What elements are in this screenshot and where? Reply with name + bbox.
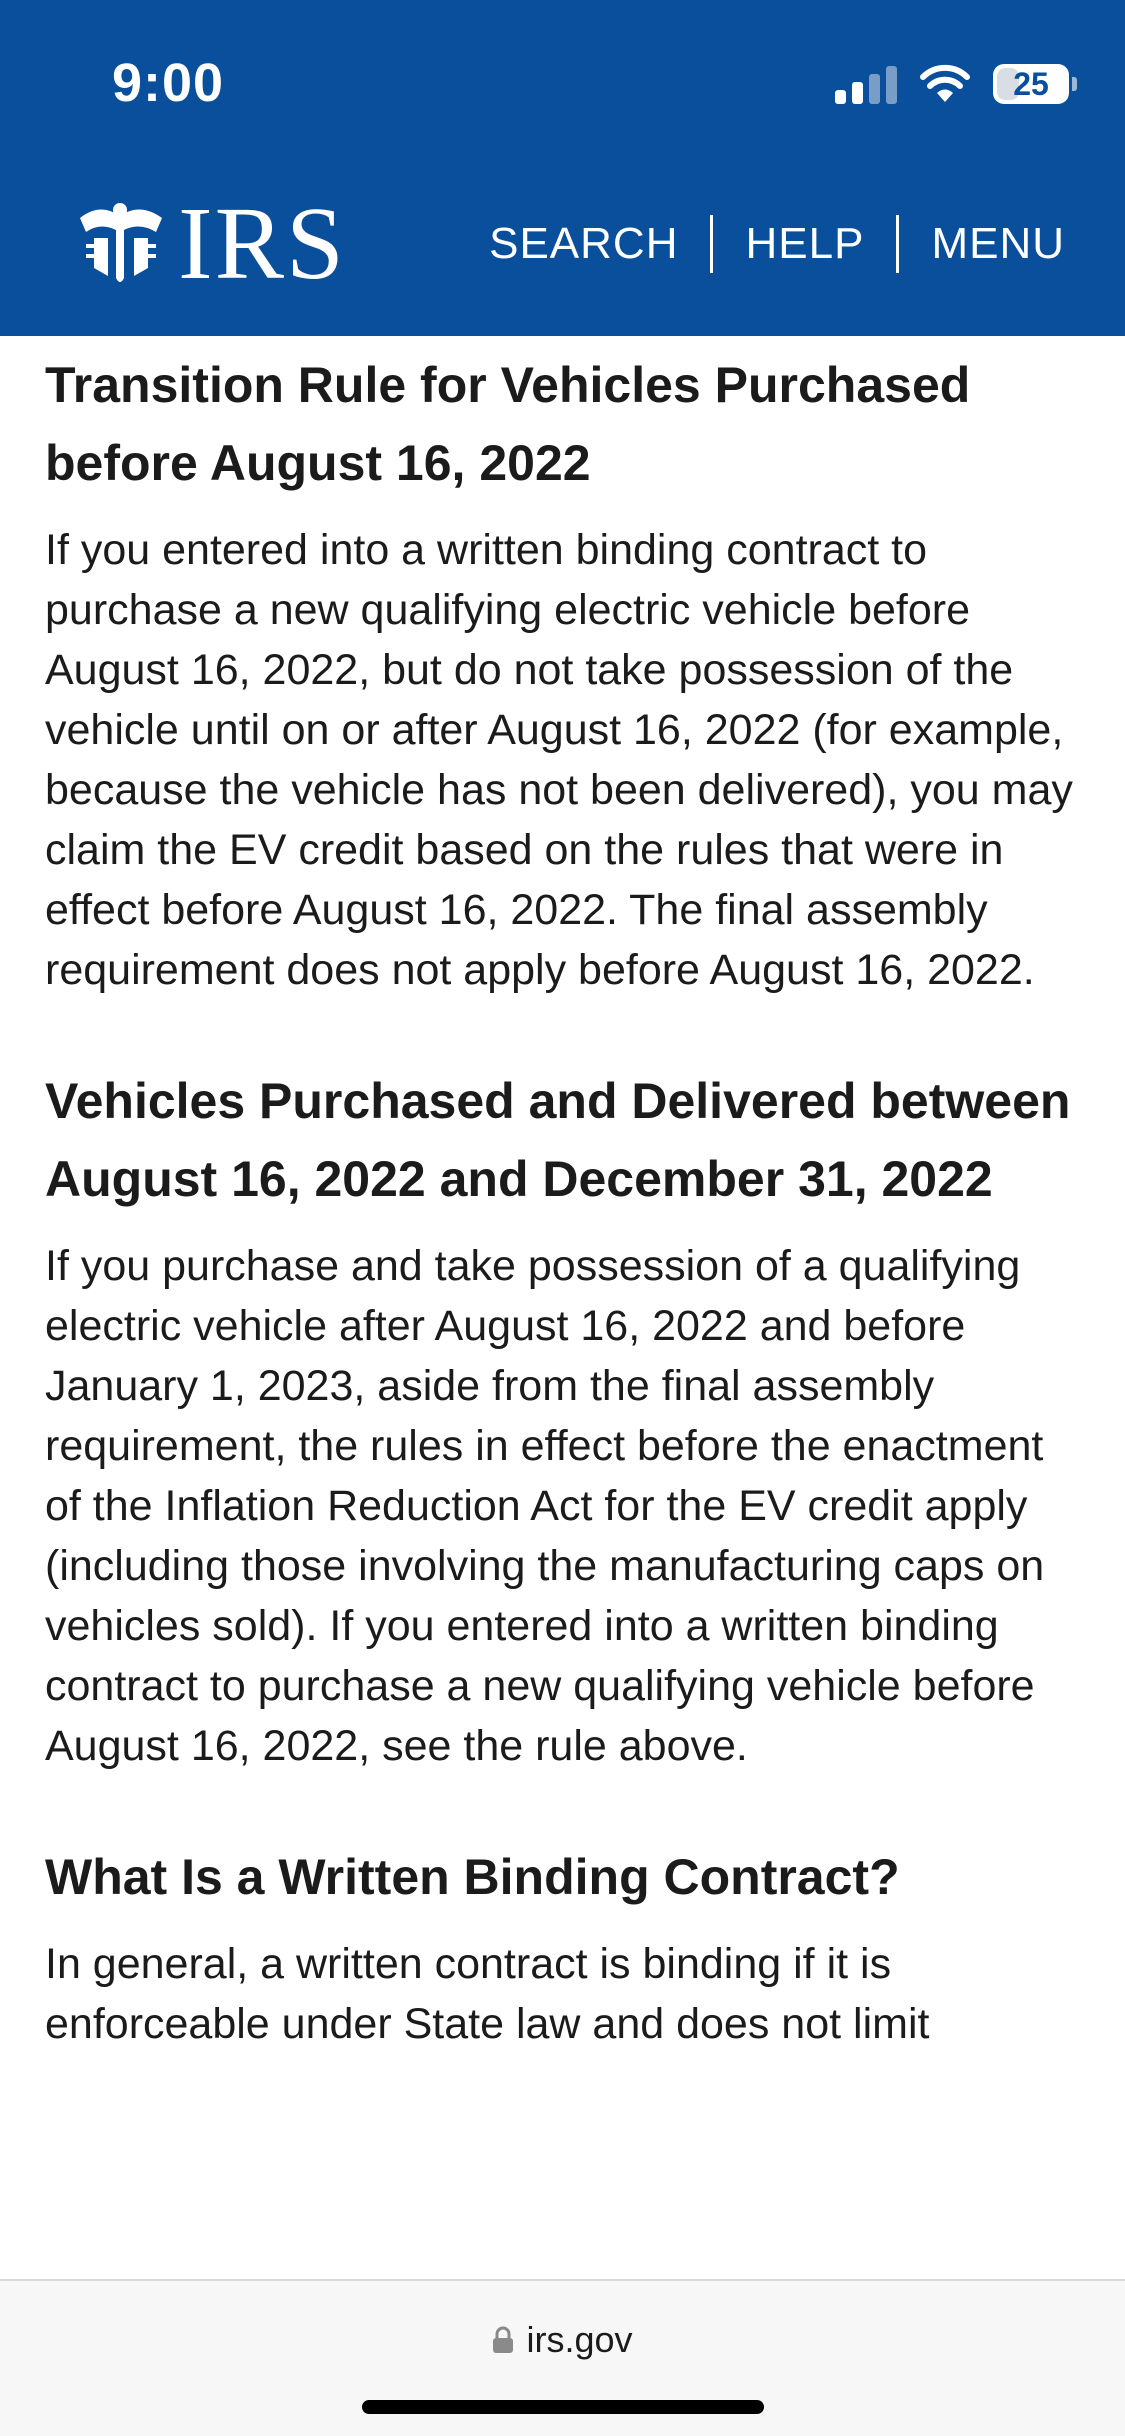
address-bar[interactable] <box>0 2319 1125 2361</box>
menu-link[interactable]: MENU <box>931 219 1065 268</box>
section-body: If you purchase and take possession of a qualifying electric vehicle after August 16, 2022 and before January 1, 2023, aside from the final assembly requirement, the rules in effect before the enactment of the Inflation Reduction Act for the EV credit apply (including those involving the manufacturing caps on vehicles sold). If you entered into a written binding contract to purchase a new qualifying vehicle before August 16, 2022, see the rule above. <box>45 1242 1045 1770</box>
article-content <box>45 346 1085 2054</box>
help-link[interactable]: HELP <box>745 219 865 268</box>
cellular-signal-icon <box>835 64 897 104</box>
status-time: 9:00 <box>112 53 225 113</box>
browser-toolbar <box>0 2279 1125 2436</box>
wifi-icon <box>919 64 971 104</box>
section-heading: Vehicles Purchased and Delivered between August 16, 2022 and December 31, 2022 <box>45 1073 1071 1207</box>
status-icons <box>835 64 1069 104</box>
lock-icon <box>492 2326 514 2354</box>
section-body: In general, a written contract is binding if it is enforceable under State law and does not limit <box>45 1940 930 2048</box>
section-heading: Transition Rule for Vehicles Purchased before August 16, 2022 <box>45 357 971 491</box>
irs-header <box>0 0 1125 336</box>
header-nav <box>457 214 1065 274</box>
home-indicator[interactable] <box>362 2400 764 2414</box>
battery-icon <box>993 64 1069 104</box>
irs-logo[interactable] <box>70 186 346 301</box>
url-text: irs.gov <box>526 2319 633 2360</box>
section-body: If you entered into a written binding contract to purchase a new qualifying electric vehicle before August 16, 2022, but do not take possession of the vehicle until on or after August 16, 2022 (for example, because the vehicle has not been delivered), you may claim the EV credit based on the rules that were in effect before August 16, 2022. The final assembly requirement does not apply before August 16, 2022. <box>45 526 1073 994</box>
search-link[interactable]: SEARCH <box>489 219 679 268</box>
logo-text: IRS <box>178 186 346 301</box>
eagle-emblem-icon <box>70 198 172 290</box>
battery-level: 25 <box>1013 65 1049 102</box>
section-heading: What Is a Written Binding Contract? <box>45 1849 900 1905</box>
